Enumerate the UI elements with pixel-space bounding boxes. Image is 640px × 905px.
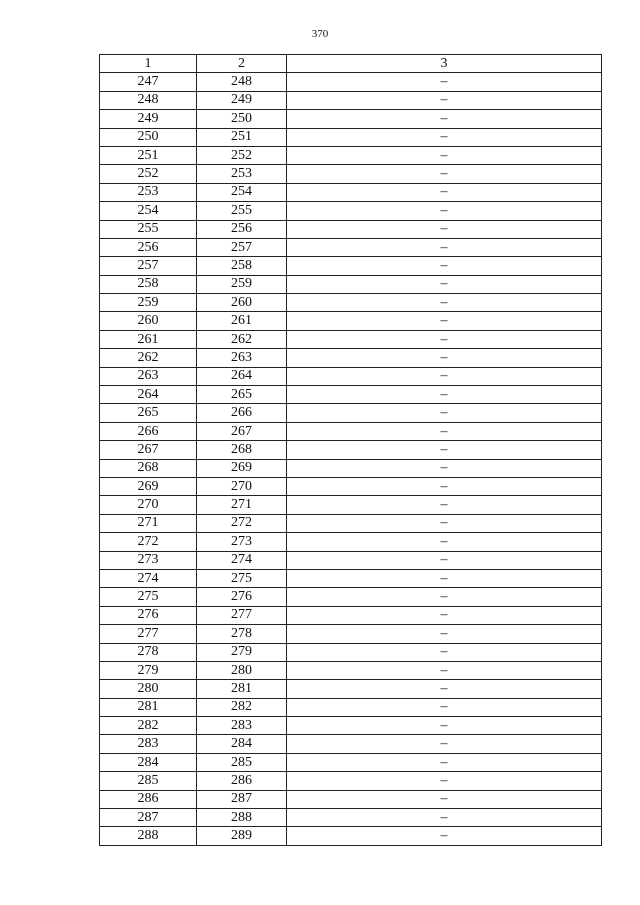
table-row <box>100 220 602 238</box>
table-cell-col-2: 281 <box>197 680 287 698</box>
table-row <box>100 477 602 495</box>
table-cell-col-3: – <box>287 404 602 422</box>
table-cell-col-1: 262 <box>100 349 197 367</box>
table-cell-col-3: – <box>287 477 602 495</box>
table-cell-col-1: 274 <box>100 569 197 587</box>
table-cell-col-2: 271 <box>197 496 287 514</box>
table-cell-col-1: 283 <box>100 735 197 753</box>
table-cell-col-3: – <box>287 606 602 624</box>
table-cell-col-2: 265 <box>197 386 287 404</box>
table-cell-col-2: 266 <box>197 404 287 422</box>
table-cell-col-2: 255 <box>197 202 287 220</box>
column-header-3: 3 <box>287 55 602 73</box>
table-cell-col-1: 251 <box>100 146 197 164</box>
table-cell-col-1: 270 <box>100 496 197 514</box>
table-cell-col-1: 276 <box>100 606 197 624</box>
table-row <box>100 349 602 367</box>
table-cell-col-1: 264 <box>100 386 197 404</box>
table-cell-col-2: 273 <box>197 533 287 551</box>
table-row <box>100 827 602 845</box>
table-cell-col-3: – <box>287 238 602 256</box>
table-row <box>100 459 602 477</box>
table-row <box>100 606 602 624</box>
table-row <box>100 533 602 551</box>
table-cell-col-2: 256 <box>197 220 287 238</box>
table-cell-col-3: – <box>287 202 602 220</box>
table-cell-col-2: 280 <box>197 661 287 679</box>
table-cell-col-1: 273 <box>100 551 197 569</box>
table-cell-col-2: 260 <box>197 294 287 312</box>
table-cell-col-1: 280 <box>100 680 197 698</box>
table-row <box>100 238 602 256</box>
table-cell-col-1: 252 <box>100 165 197 183</box>
table-cell-col-3: – <box>287 146 602 164</box>
table-cell-col-3: – <box>287 717 602 735</box>
table-cell-col-3: – <box>287 588 602 606</box>
table-cell-col-2: 279 <box>197 643 287 661</box>
table-cell-col-3: – <box>287 735 602 753</box>
table-cell-col-3: – <box>287 569 602 587</box>
table-cell-col-1: 261 <box>100 330 197 348</box>
table-row <box>100 441 602 459</box>
table-cell-col-2: 249 <box>197 91 287 109</box>
table-row <box>100 717 602 735</box>
table-cell-col-1: 254 <box>100 202 197 220</box>
table-cell-col-2: 289 <box>197 827 287 845</box>
table-cell-col-2: 288 <box>197 809 287 827</box>
table-cell-col-2: 270 <box>197 477 287 495</box>
table-cell-col-3: – <box>287 183 602 201</box>
table-cell-col-1: 286 <box>100 790 197 808</box>
table-row <box>100 753 602 771</box>
page-number: 370 <box>311 28 329 40</box>
table-cell-col-3: – <box>287 643 602 661</box>
table-cell-col-1: 248 <box>100 91 197 109</box>
table-row <box>100 294 602 312</box>
column-header-1: 1 <box>100 55 197 73</box>
table-cell-col-3: – <box>287 257 602 275</box>
table-row <box>100 91 602 109</box>
table-cell-col-3: – <box>287 551 602 569</box>
table-row <box>100 514 602 532</box>
table-cell-col-1: 272 <box>100 533 197 551</box>
table-cell-col-1: 259 <box>100 294 197 312</box>
table-row <box>100 735 602 753</box>
table-row <box>100 588 602 606</box>
table-cell-col-3: – <box>287 367 602 385</box>
table-cell-col-1: 279 <box>100 661 197 679</box>
table-row <box>100 257 602 275</box>
table-cell-col-1: 277 <box>100 625 197 643</box>
table-cell-col-2: 275 <box>197 569 287 587</box>
table-cell-col-2: 248 <box>197 73 287 91</box>
table-cell-col-3: – <box>287 73 602 91</box>
table-cell-col-1: 281 <box>100 698 197 716</box>
table-row <box>100 146 602 164</box>
table-row <box>100 202 602 220</box>
table-row <box>100 275 602 293</box>
table-cell-col-3: – <box>287 110 602 128</box>
table-row <box>100 73 602 91</box>
table-cell-col-3: – <box>287 294 602 312</box>
table-cell-col-2: 284 <box>197 735 287 753</box>
table-cell-col-2: 251 <box>197 128 287 146</box>
table-header-row <box>100 55 602 73</box>
table-cell-col-1: 250 <box>100 128 197 146</box>
table-cell-col-3: – <box>287 422 602 440</box>
table-cell-col-1: 267 <box>100 441 197 459</box>
table-cell-col-1: 275 <box>100 588 197 606</box>
table-cell-col-1: 257 <box>100 257 197 275</box>
table-body <box>100 73 602 845</box>
table-cell-col-1: 260 <box>100 312 197 330</box>
table-cell-col-1: 282 <box>100 717 197 735</box>
table-cell-col-2: 269 <box>197 459 287 477</box>
table-cell-col-3: – <box>287 165 602 183</box>
table-cell-col-3: – <box>287 809 602 827</box>
table-row <box>100 809 602 827</box>
table-cell-col-2: 267 <box>197 422 287 440</box>
table-cell-col-3: – <box>287 312 602 330</box>
table-row <box>100 698 602 716</box>
table-cell-col-1: 271 <box>100 514 197 532</box>
table-cell-col-1: 258 <box>100 275 197 293</box>
table-row <box>100 128 602 146</box>
table-cell-col-3: – <box>287 275 602 293</box>
data-table <box>99 54 602 846</box>
table-cell-col-1: 255 <box>100 220 197 238</box>
table-cell-col-3: – <box>287 661 602 679</box>
table-cell-col-3: – <box>287 220 602 238</box>
table-cell-col-2: 272 <box>197 514 287 532</box>
table-cell-col-3: – <box>287 459 602 477</box>
table-cell-col-3: – <box>287 790 602 808</box>
table-cell-col-2: 283 <box>197 717 287 735</box>
table-cell-col-1: 285 <box>100 772 197 790</box>
table-row <box>100 496 602 514</box>
table-cell-col-2: 268 <box>197 441 287 459</box>
table-cell-col-3: – <box>287 386 602 404</box>
table-cell-col-1: 247 <box>100 73 197 91</box>
table-row <box>100 165 602 183</box>
table-cell-col-3: – <box>287 827 602 845</box>
table-row <box>100 386 602 404</box>
table-cell-col-1: 268 <box>100 459 197 477</box>
table-cell-col-1: 263 <box>100 367 197 385</box>
table-cell-col-2: 263 <box>197 349 287 367</box>
table-cell-col-1: 266 <box>100 422 197 440</box>
table-row <box>100 661 602 679</box>
table-cell-col-3: – <box>287 496 602 514</box>
table-cell-col-2: 285 <box>197 753 287 771</box>
table-cell-col-2: 257 <box>197 238 287 256</box>
table-cell-col-2: 262 <box>197 330 287 348</box>
table-cell-col-1: 284 <box>100 753 197 771</box>
table-cell-col-2: 282 <box>197 698 287 716</box>
table-cell-col-3: – <box>287 753 602 771</box>
table-row <box>100 643 602 661</box>
table-cell-col-2: 264 <box>197 367 287 385</box>
table-cell-col-1: 256 <box>100 238 197 256</box>
table-row <box>100 422 602 440</box>
table-row <box>100 183 602 201</box>
table-cell-col-3: – <box>287 349 602 367</box>
table-cell-col-1: 269 <box>100 477 197 495</box>
table-row <box>100 367 602 385</box>
table-row <box>100 569 602 587</box>
table-row <box>100 110 602 128</box>
table-cell-col-2: 274 <box>197 551 287 569</box>
table-cell-col-3: – <box>287 680 602 698</box>
table-cell-col-3: – <box>287 698 602 716</box>
table-row <box>100 772 602 790</box>
table-cell-col-2: 258 <box>197 257 287 275</box>
table-cell-col-1: 288 <box>100 827 197 845</box>
table-cell-col-2: 287 <box>197 790 287 808</box>
table-cell-col-3: – <box>287 441 602 459</box>
table-row <box>100 312 602 330</box>
table-cell-col-2: 277 <box>197 606 287 624</box>
table-row <box>100 680 602 698</box>
table-cell-col-1: 287 <box>100 809 197 827</box>
table-cell-col-3: – <box>287 533 602 551</box>
table-cell-col-2: 276 <box>197 588 287 606</box>
table-cell-col-2: 278 <box>197 625 287 643</box>
table-cell-col-3: – <box>287 514 602 532</box>
table-cell-col-3: – <box>287 330 602 348</box>
table-cell-col-2: 259 <box>197 275 287 293</box>
table-cell-col-1: 253 <box>100 183 197 201</box>
table-row <box>100 404 602 422</box>
table-cell-col-3: – <box>287 128 602 146</box>
table-cell-col-1: 265 <box>100 404 197 422</box>
table-cell-col-2: 250 <box>197 110 287 128</box>
table-cell-col-1: 249 <box>100 110 197 128</box>
column-header-2: 2 <box>197 55 287 73</box>
table-cell-col-3: – <box>287 625 602 643</box>
table-cell-col-1: 278 <box>100 643 197 661</box>
table-cell-col-2: 261 <box>197 312 287 330</box>
table-cell-col-3: – <box>287 91 602 109</box>
table-cell-col-3: – <box>287 772 602 790</box>
table-cell-col-2: 286 <box>197 772 287 790</box>
table-row <box>100 330 602 348</box>
table-row <box>100 790 602 808</box>
table-cell-col-2: 254 <box>197 183 287 201</box>
table-row <box>100 625 602 643</box>
table-row <box>100 551 602 569</box>
table-cell-col-2: 253 <box>197 165 287 183</box>
table-cell-col-2: 252 <box>197 146 287 164</box>
